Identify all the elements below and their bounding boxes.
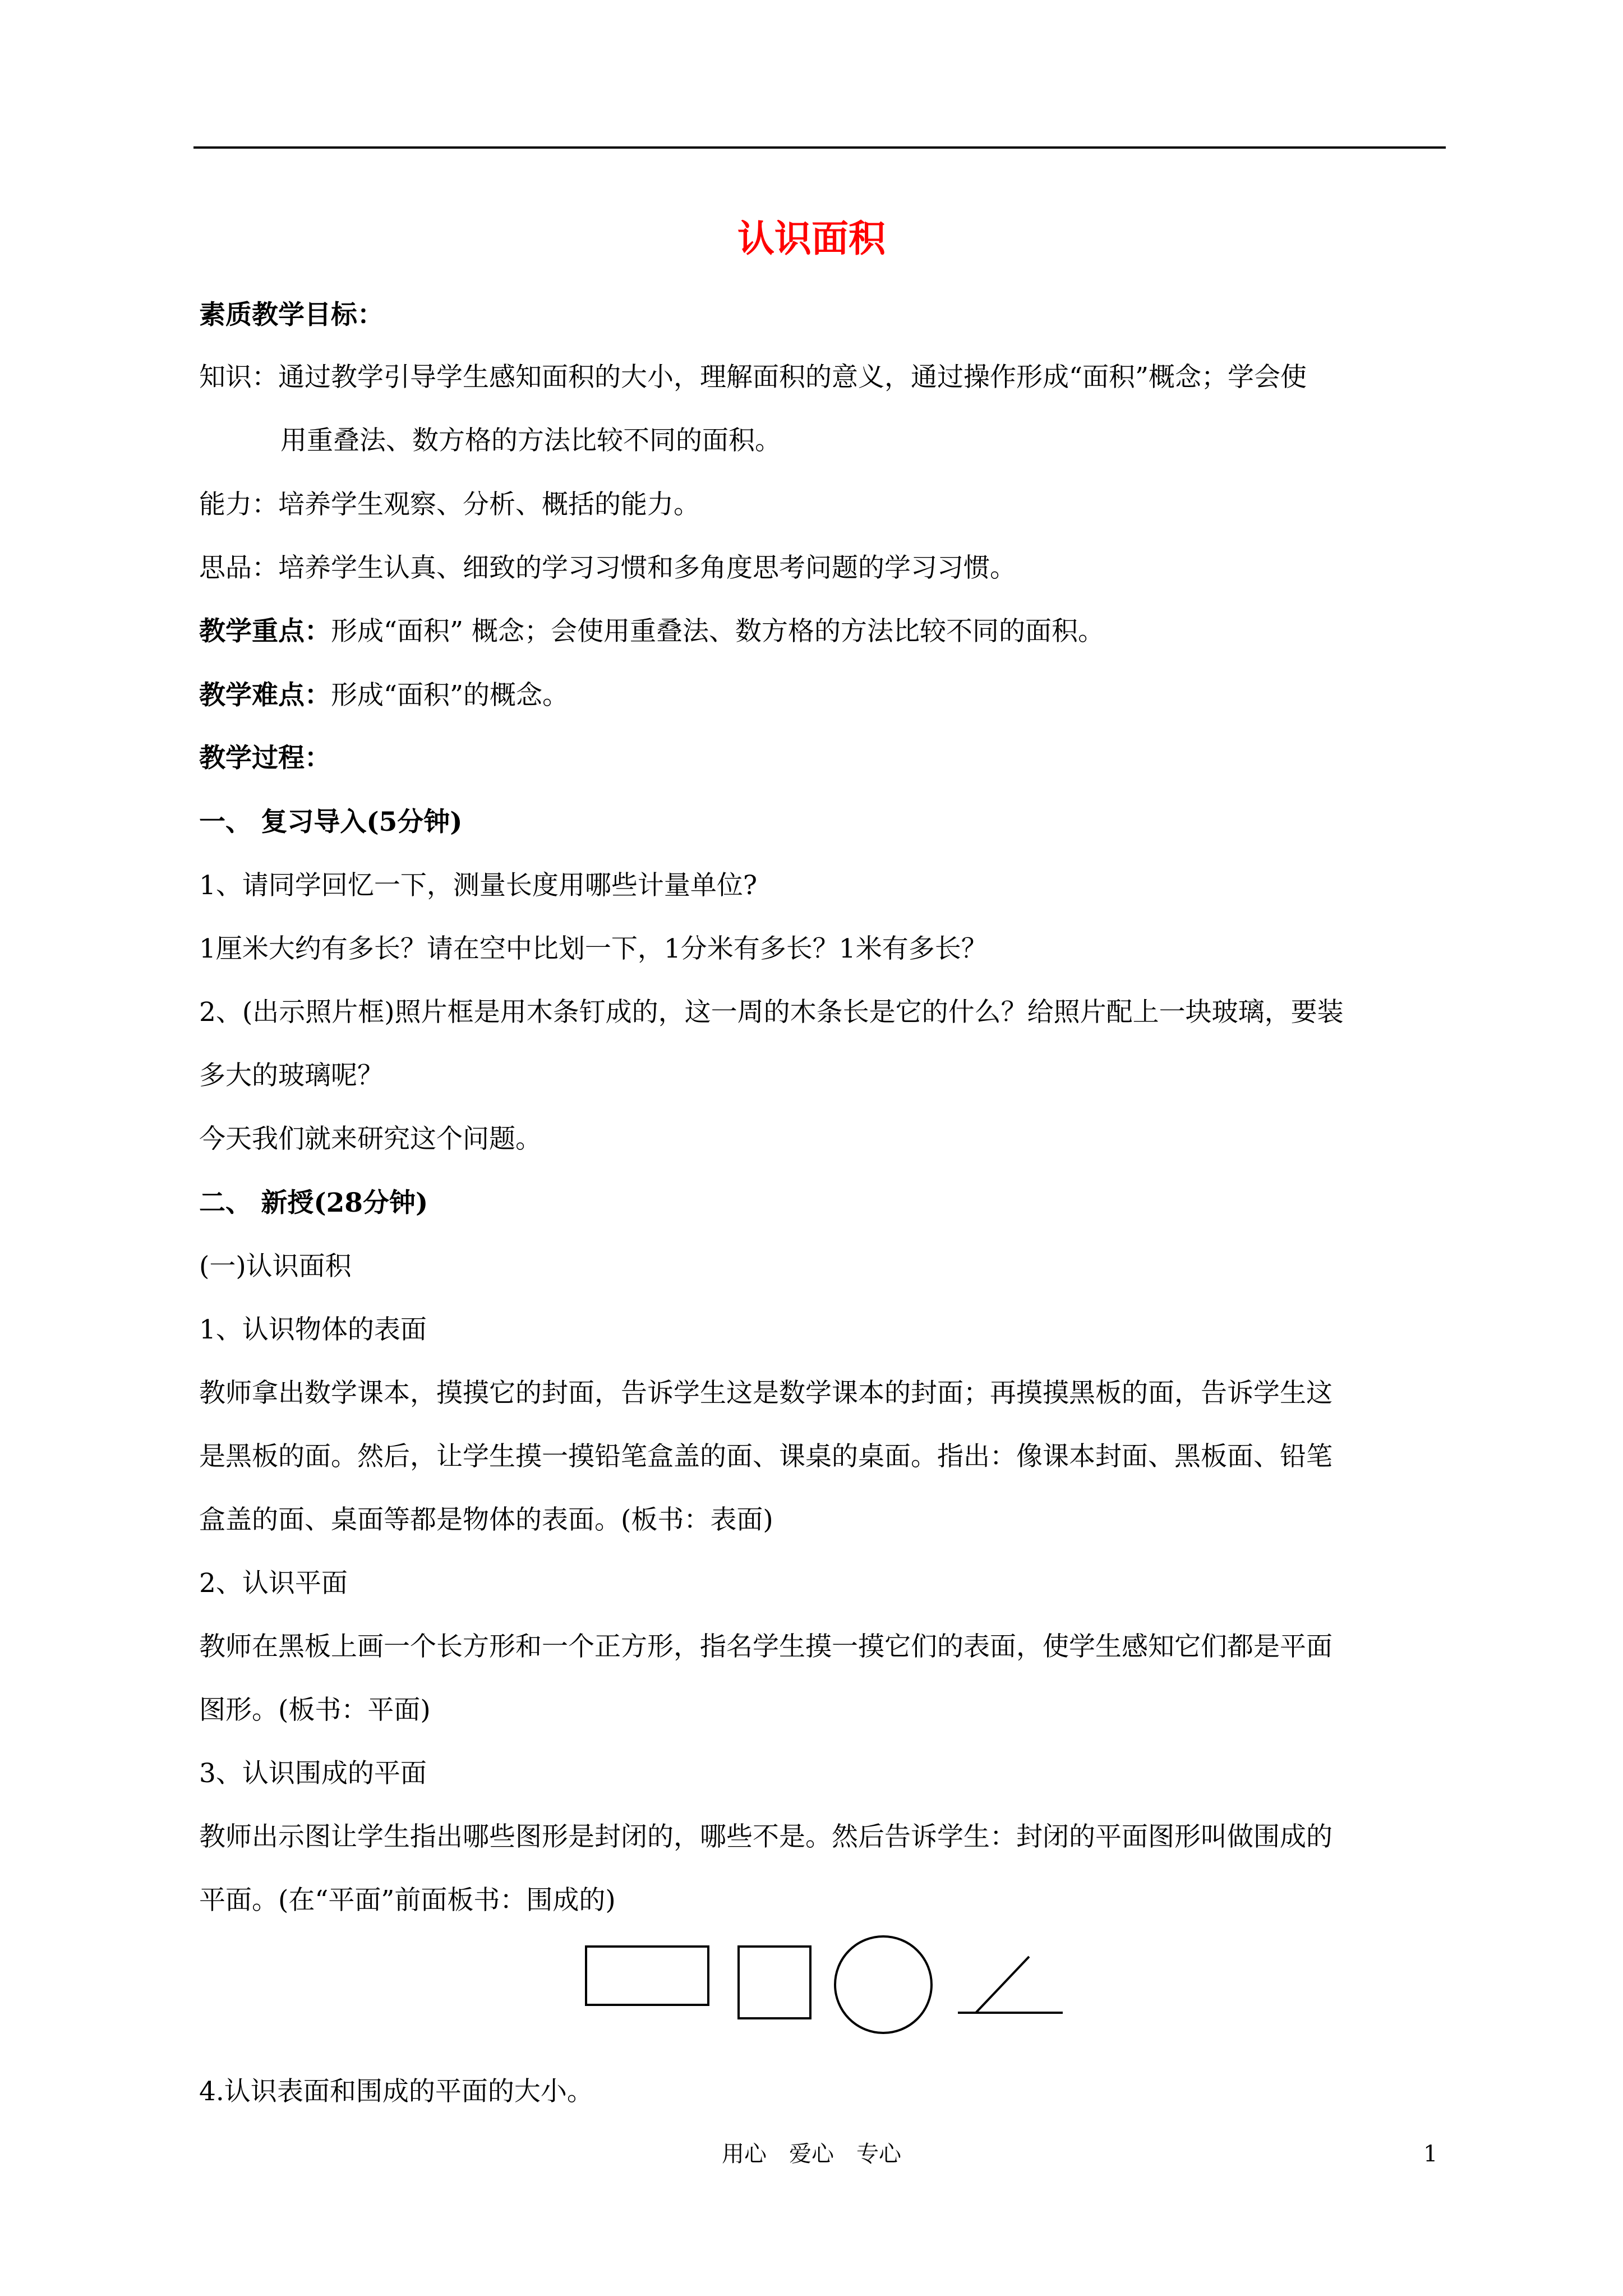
header-rule [193,146,1446,149]
item-1-heading: 1、认识物体的表面 [199,1314,427,1345]
knowledge-line-2: 用重叠法、数方格的方法比较不同的面积。 [280,425,781,456]
section-1-heading: 一、 复习导入(5分钟) [199,807,463,838]
item-1-paragraph-line-3: 盒盖的面、桌面等都是物体的表面。(板书：表面) [199,1504,773,1535]
quality-line: 思品：培养学生认真、细致的学习习惯和多角度思考问题的学习习惯。 [199,553,1016,583]
ability-line: 能力：培养学生观察、分析、概括的能力。 [199,489,700,520]
item-3-heading: 3、认识围成的平面 [199,1758,427,1789]
section-1-paragraph-4: 今天我们就来研究这个问题。 [199,1124,542,1154]
item-2-paragraph-line-2: 图形。(板书：平面) [199,1695,431,1726]
circle-shape [835,1936,932,2033]
goals-heading: 素质教学目标： [199,300,384,330]
item-1-paragraph-line-2: 是黑板的面。然后，让学生摸一摸铅笔盒盖的面、课桌的桌面。指出：像课本封面、黑板面、铅笔 [199,1441,1332,1472]
square-shape [739,1947,810,2018]
document-title: 认识面积 [737,217,886,260]
section-2-heading: 二、 新授(28分钟) [199,1188,428,1218]
item-3-paragraph-line-2: 平面。(在“平面”前面板书：围成的) [199,1885,616,1916]
difficulty-text: 形成“面积”的概念。 [331,680,569,711]
difficulty-line [199,675,569,716]
difficulty-label: 教学难点： [199,680,331,711]
section-2-subheading: (一)认识面积 [199,1251,352,1282]
section-1-paragraph-2: 1厘米大约有多长？请在空中比划一下，1分米有多长？1米有多长？ [199,933,988,964]
knowledge-line-1: 知识：通过教学引导学生感知面积的大小，理解面积的意义，通过操作形成“面积”概念；学会使 [199,362,1307,393]
section-1-paragraph-3a: 2、(出示照片框)照片框是用木条钉成的，这一周的木条长是它的什么？给照片配上一块玻璃，要装 [199,997,1344,1028]
item-4-heading: 4.认识表面和围成的平面的大小。 [199,2076,593,2107]
section-1-paragraph-1: 1、请同学回忆一下，测量长度用哪些计量单位? [199,870,758,901]
item-2-paragraph-line-1: 教师在黑板上画一个长方形和一个正方形，指名学生摸一摸它们的表面，使学生感知它们都是平面 [199,1631,1332,1662]
rectangle-shape [586,1947,708,2005]
open-angle-shape-slant [976,1957,1029,2013]
process-heading: 教学过程： [199,743,331,774]
shapes-figure [583,1930,1066,2042]
key-point-line [199,611,1104,652]
page-number: 1 [1423,2141,1438,2167]
key-point-text: 形成“面积” 概念；会使用重叠法、数方格的方法比较不同的面积。 [331,616,1104,647]
footer-motto: 用心 爱心 专心 [722,2141,901,2167]
item-1-paragraph-line-1: 教师拿出数学课本，摸摸它的封面，告诉学生这是数学课本的封面；再摸摸黑板的面，告诉学生这 [199,1378,1332,1409]
item-3-paragraph-line-1: 教师出示图让学生指出哪些图形是封闭的，哪些不是。然后告诉学生：封闭的平面图形叫做围成的 [199,1821,1332,1852]
section-1-paragraph-3b: 多大的玻璃呢？ [199,1060,384,1091]
item-2-heading: 2、认识平面 [199,1568,348,1599]
key-point-label: 教学重点： [199,616,331,647]
